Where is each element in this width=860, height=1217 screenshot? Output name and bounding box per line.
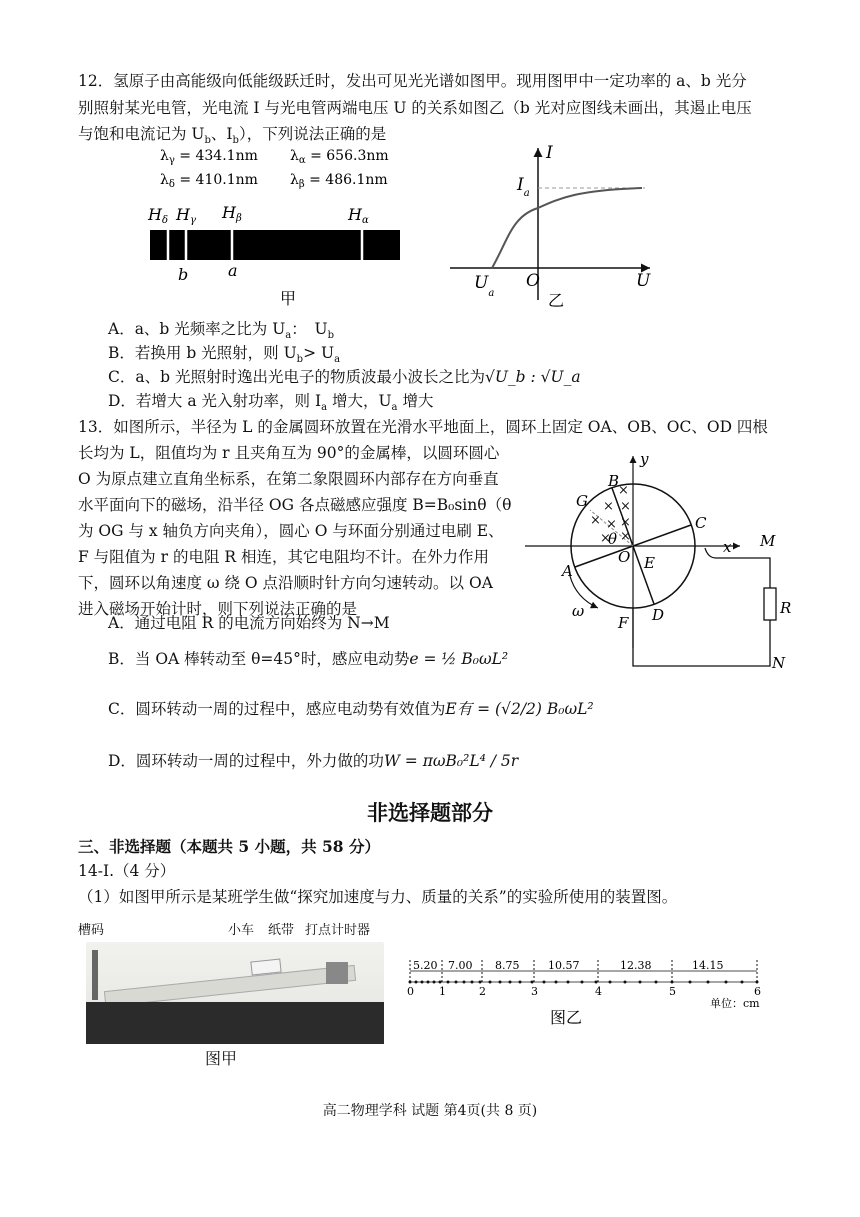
q13-line4: 水平面向下的磁场，沿半径 OG 各点磁感应强度 B=B₀sinθ（θ [78,496,512,514]
label-weight: 槽码 [78,923,105,938]
a-label: A [562,562,573,580]
x-label: x [723,538,732,556]
svg-text:×: × [603,499,614,514]
omega-label: ω [572,602,585,620]
q12-option-d: D．若增大 a 光入射功率，则 $I_a$ 增大，$U_a$ 增大 [108,392,434,414]
pt-0: 0 [407,985,414,998]
ua-label: $U_a$ [474,273,495,299]
q13-line6: F 与阻值为 r 的电阻 R 相连，其它电阻均不计。在外力作用 [78,548,489,566]
q12-option-c: C．a、b 光照射时逸出光电子的物质波最小波长之比为√U_b : √U_a [108,368,581,386]
lambda-beta: $\lambda_\beta = 486.1nm$ [290,172,388,190]
pt-4: 4 [595,985,602,998]
q13-line8: 进入磁场开始计时，则下列说法正确的是 [78,600,358,618]
tape-unit: 单位：cm [710,997,760,1010]
label-a: a [228,261,238,280]
label-h-alpha: Hα [348,205,369,226]
q13-option-d-math: W = πωB₀²L⁴ / 5r [383,752,519,770]
svg-text:×: × [600,531,611,546]
caption-fig-jia: 图甲 [205,1049,238,1068]
d-label: D [652,606,665,624]
pt-1: 1 [439,985,446,998]
ring-figure [520,448,800,678]
label-cart: 小车 [228,923,255,938]
seg-1: 7.00 [448,959,473,972]
seg-3: 10.57 [548,959,580,972]
n-label: N [772,654,786,672]
label-h-beta: Hβ [222,203,242,224]
svg-text:×: × [590,513,601,528]
svg-text:×: × [620,515,631,530]
q12-line2: 别照射某光电管，光电流 I 与光电管两端电压 U 的关系如图乙（b 光对应图线未画出，其遏止电压 [78,99,752,117]
q13-option-a: A．通过电阻 R 的电流方向始终为 N→M [108,614,390,632]
resistor-r [764,588,776,620]
q13-option-c-math: E有 = (√2/2) B₀ωL² [445,700,594,718]
apparatus-photo [86,942,384,1044]
page-footer: 高二物理学科 试题 第4页(共 8 页) [322,1103,538,1119]
pt-3: 3 [531,985,538,998]
label-h-gamma: Hγ [176,205,196,226]
b-label: B [608,472,620,490]
q14-heading: 14-I.（4 分） [78,862,176,880]
label-tape: 纸带 [268,923,295,938]
e-label: E [644,554,655,572]
label-b: b [178,265,189,284]
lambda-gamma: $\lambda_\gamma = 434.1nm$ [160,148,258,166]
q12-line1: 12．氢原子由高能级向低能级跃迁时，发出可见光光谱如图甲。现用图甲中一定功率的 a、b 光分 [78,72,747,90]
seg-2: 8.75 [495,959,520,972]
iu-graph [450,140,670,310]
pt-6: 6 [754,985,761,998]
origin-label: O [526,271,540,291]
g-label: G [576,492,588,510]
q13-option-b: B．当 OA 棒转动至 θ=45°时，感应电动势e = ½ B₀ωL² [108,650,509,668]
seg-4: 12.38 [620,959,652,972]
q13-line5: 为 OG 与 x 轴负方向夹角），圆心 O 与环面分别通过电刷 E、 [78,522,504,540]
o-label: O [618,548,631,566]
caption-jia: 甲 [280,289,297,308]
q12-option-b: B．若换用 b 光照射，则 $U_b> U_a$ [108,344,341,366]
part3-heading: 三、非选择题（本题共 5 小题，共 58 分） [78,837,380,856]
pt-5: 5 [669,985,676,998]
spectrum-figure [140,142,410,312]
ia-label: $I_a$ [517,175,530,199]
section-title: 非选择题部分 [367,801,493,825]
seg-5: 14.15 [692,959,724,972]
pt-2: 2 [479,985,486,998]
ticker-tape [400,955,770,1035]
c-label: C [695,514,707,532]
svg-text:×: × [606,517,617,532]
m-label: M [760,532,776,550]
lambda-alpha: $\lambda_\alpha = 656.3nm$ [290,148,389,166]
u-axis-label: U [636,271,651,291]
r-label: R [780,599,792,617]
q12-line3: 与饱和电流记为 $U_b$、$I_b$），下列说法正确的是 [78,125,387,147]
q13-line3: O 为原点建立直角坐标系，在第二象限圆环内部存在方向垂直 [78,470,499,488]
q12-option-c-math: √U_b : √U_a [484,368,581,386]
a-curve [492,188,642,268]
caption-fig-yi: 图乙 [550,1008,583,1027]
q13-line1: 13．如图所示，半径为 L 的金属圆环放置在光滑水平地面上，圆环上固定 OA、OB、OC、OD 四根 [78,418,768,436]
f-label: F [618,614,629,632]
y-label: y [640,450,649,468]
svg-text:×: × [620,499,631,514]
q13-option-c: C．圆环转动一周的过程中，感应电动势有效值为E有 = (√2/2) B₀ωL² [108,700,594,718]
lambda-delta: $\lambda_\delta = 410.1nm$ [160,172,258,190]
label-timer: 打点计时器 [305,923,371,938]
q13-line2: 长均为 L，阻值均为 r 且夹角互为 90°的金属棒，以圆环圆心 [78,444,500,462]
label-h-delta: Hδ [148,205,168,226]
theta-label: θ [608,530,618,548]
svg-text:×: × [620,529,631,544]
q13-line7: 下，圆环以角速度 ω 绕 O 点沿顺时针方向匀速转动。以 OA [78,574,493,592]
caption-yi: 乙 [548,291,565,310]
svg-text:×: × [618,483,629,498]
i-axis-label: I [546,143,553,163]
q12-option-a: A．a、b 光频率之比为 $U_a$： $U_b$ [108,320,334,342]
q13-option-d: D．圆环转动一周的过程中，外力做的功W = πωB₀²L⁴ / 5r [108,752,519,770]
q13-option-b-math: e = ½ B₀ωL² [409,650,509,668]
seg-0: 5.20 [413,959,438,972]
q14-line1: （1）如图甲所示是某班学生做“探究加速度与力、质量的关系”的实验所使用的装置图。 [78,888,678,906]
